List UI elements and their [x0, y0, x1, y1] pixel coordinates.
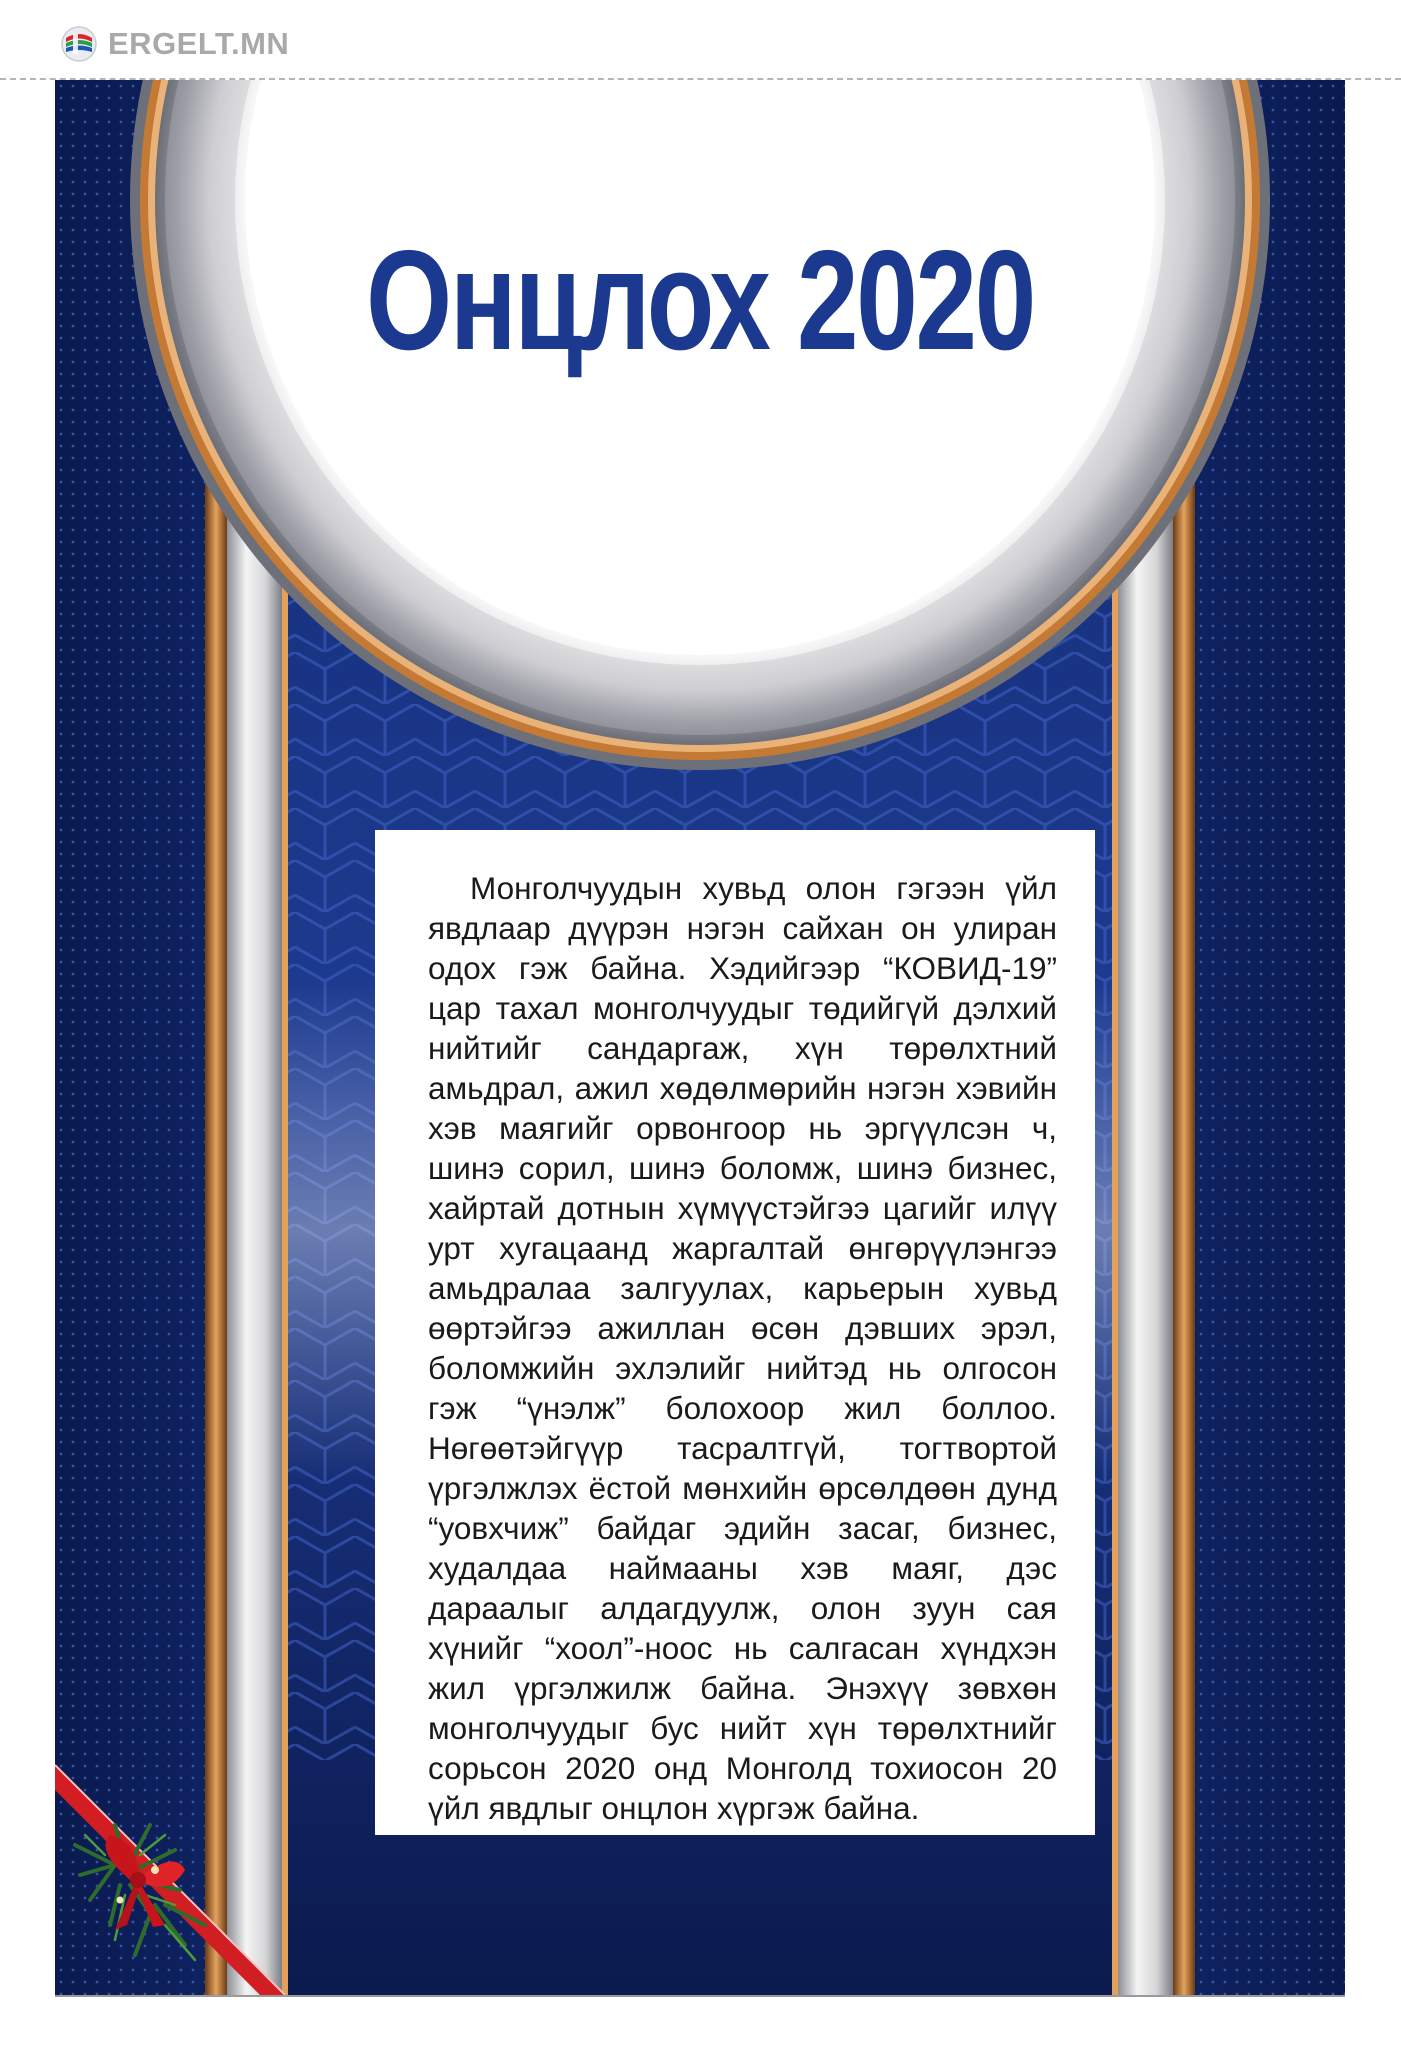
poster: [55, 80, 1345, 1995]
site-logo-text: ERGELT.MN: [108, 26, 290, 61]
pine-bow-ribbon-icon: [55, 1755, 295, 1995]
footer-divider: [55, 1995, 1345, 1997]
site-logo[interactable]: [60, 22, 289, 66]
poster-title: Онцлох 2020: [366, 221, 1034, 380]
article-text-box: [375, 830, 1095, 1835]
article-body: Монголчуудын хувьд олон гэгээн үйл явдлаар дүүрэн нэгэн сайхан он улиран одох гэж байна. Хэдийгээр “КОВИД-19” цар тахал монголчуудыг төдийгүй дэлхий нийтийг сандаргаж, хүн төрөлхтний амьдрал, ажил хөдөлмөрийн нэгэн хэвийн хэв маягийг орвонгоор нь эргүүлсэн ч, шинэ сорил, шинэ боломж, шинэ бизнес, хайртай дотнын хүмүүстэйгээ цагийг илүү урт хугацаанд жаргалтай өнгөрүүлэнгээ амьдралаа залгуулах, карьерын хувьд өөртэйгээ ажиллан өсөн дэвших эрэл, боломжийн эхлэлийг нийтэд нь олгосон гэж “үнэлж” болохоор жил боллоо. Нөгөөтэйгүүр тасралтгүй, тогтвортой үргэлжлэх ёстой мөнхийн өрсөлдөөн дунд “уовхчиж” байдаг эдийн засаг, бизнес, худалдаа наймааны хэв маяг, дэс дараалыг алдагдуулж, олон зуун сая хүнийг “хоол”-ноос нь салгасан хүндхэн жил үргэлжилж байна. Энэхүү зөвхөн монголчуудыг бус нийт хүн төрөлхтнийг сорьсон 2020 онд Монголд тохиосон 20 үйл явдлыг онцлон хүргэж байна.: [428, 870, 1057, 1826]
ergelt-logo-icon: [60, 25, 98, 63]
